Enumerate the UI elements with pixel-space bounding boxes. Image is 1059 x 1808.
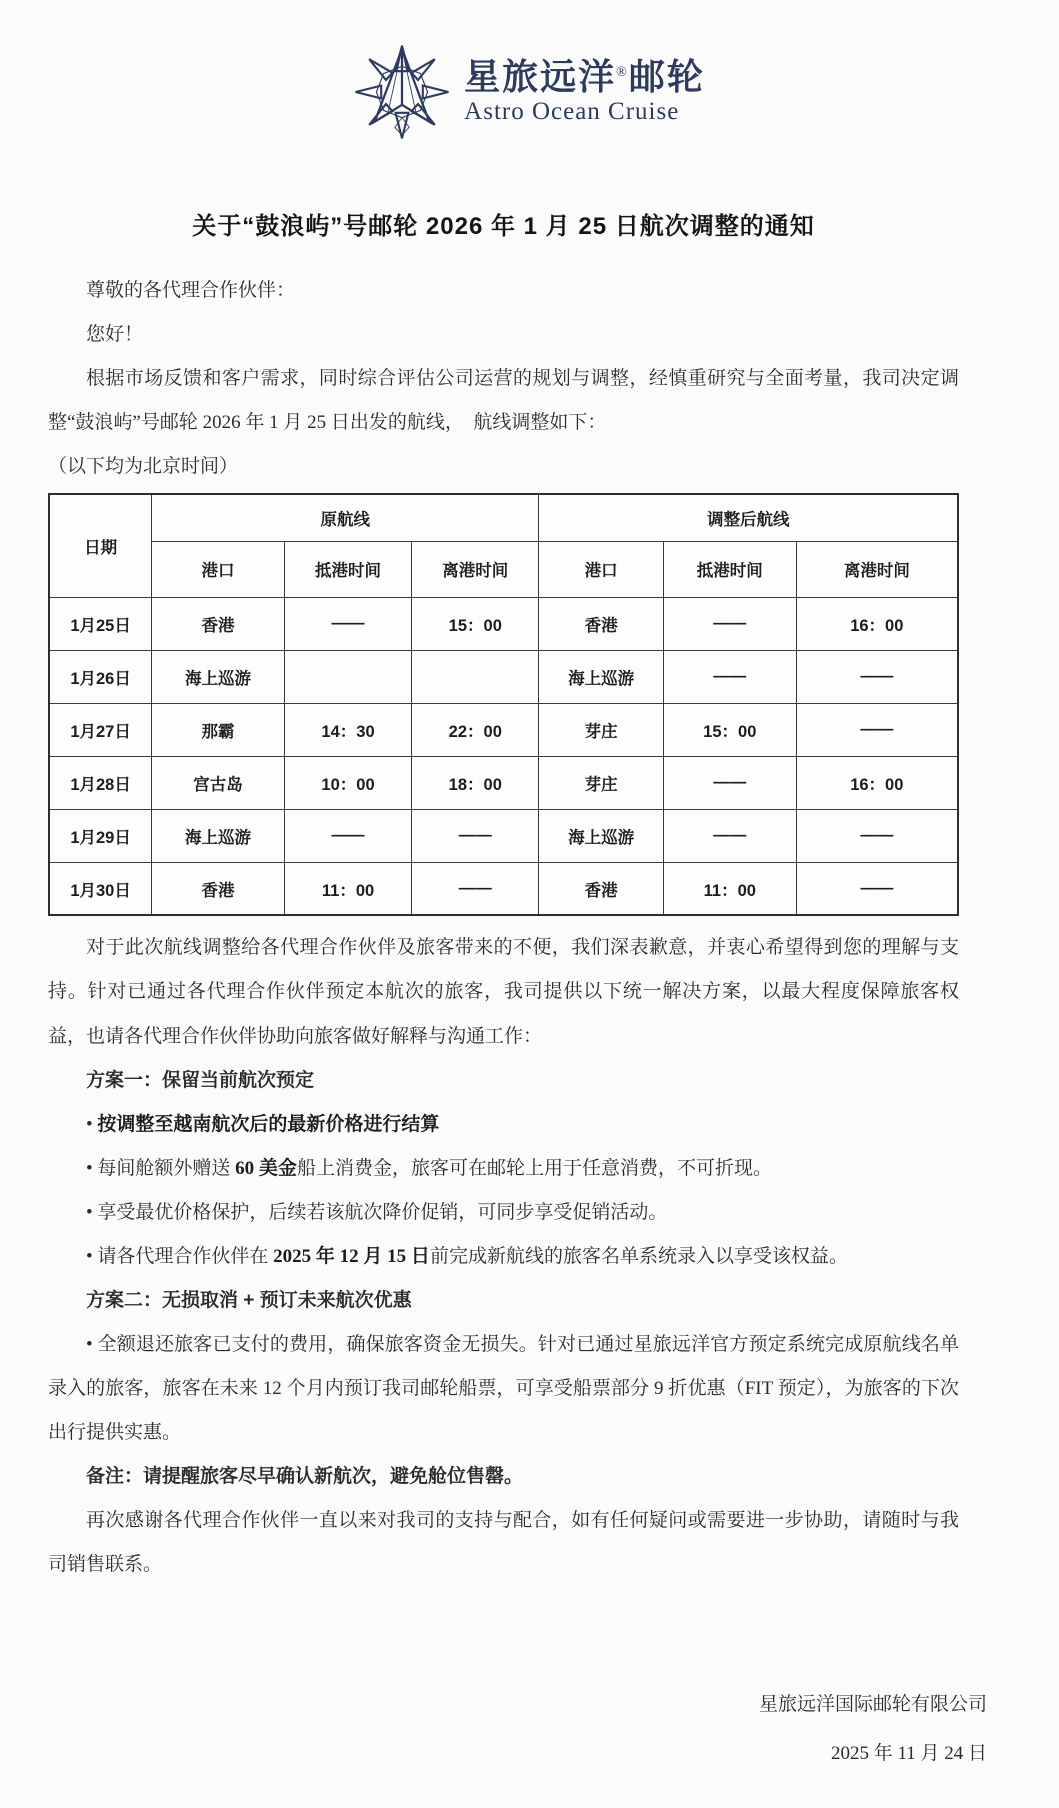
cell-orig-arrival: —— (284, 597, 411, 650)
cell-adj-port: 海上巡游 (539, 650, 664, 703)
cell-date: 1月27日 (49, 703, 152, 756)
table-row (49, 597, 958, 650)
apology-paragraph: 对于此次航线调整给各代理合作伙伴及旅客带来的不便，我们深表歉意，并衷心希望得到您的理解与支持。针对已通过各代理合作伙伴预定本航次的旅客，我司提供以下统一解决方案，以最大程度保障旅客权益，也请各代理合作伙伴协助向旅客做好解释与沟通工作： (48, 937, 959, 1047)
signature-company: 星旅远洋国际邮轮有限公司 (758, 1693, 987, 1715)
schedule-table (48, 493, 959, 916)
table-row (49, 650, 958, 703)
bullet-icon: • (86, 1245, 93, 1267)
closing-paragraph: 再次感谢各代理合作伙伴一直以来对我司的支持与配合，如有任何疑问或需要进一步协助，请随时与我司销售联系。 (48, 1510, 959, 1576)
table-row (49, 703, 958, 756)
cell-date: 1月26日 (49, 650, 152, 703)
cell-adj-departure: —— (796, 809, 958, 862)
cell-date: 1月30日 (49, 862, 152, 915)
cell-orig-arrival: 14：30 (284, 703, 411, 756)
cell-adj-port: 海上巡游 (539, 809, 664, 862)
cell-adj-departure: 16：00 (796, 756, 958, 809)
greeting: 您好！ (86, 324, 144, 346)
cell-adj-arrival: —— (663, 650, 796, 703)
table-row (49, 756, 958, 809)
cell-orig-arrival (284, 650, 411, 703)
plan1-bullet-price-protection: • 享受最优价格保护，后续若该航次降价促销，可同步享受促销活动。 (86, 1201, 668, 1223)
bullet-icon: • (86, 1201, 93, 1223)
notice-body (0, 206, 1059, 1588)
bullet-icon: • (86, 1157, 93, 1179)
bullet-icon: • (86, 1113, 93, 1135)
plan1-heading: 方案一：保留当前航次预定 (86, 1069, 315, 1091)
intro-paragraph: 根据市场反馈和客户需求，同时综合评估公司运营的规划与调整，经慎重研究与全面考量，我司决定调整“鼓浪屿”号邮轮 2026 年 1 月 25 日出发的航线， 航线调整如下： (48, 368, 959, 434)
cell-adj-departure: —— (796, 862, 958, 915)
company-logo (0, 40, 1059, 144)
col-header-adj-departure: 离港时间 (796, 541, 958, 597)
salutation: 尊敬的各代理合作伙伴： (86, 280, 296, 301)
plan1-bullet-onboard-credit: • 每间舱额外赠送 60 美金船上消费金，旅客可在邮轮上用于任意消费，不可折现。 (86, 1157, 772, 1179)
cell-adj-arrival: —— (663, 756, 796, 809)
col-header-date: 日期 (49, 494, 152, 597)
signature-block (0, 1680, 1059, 1779)
cell-adj-departure: —— (796, 650, 958, 703)
registered-trademark-icon: ® (616, 64, 629, 80)
plan1-bullet-deadline: • 请各代理合作伙伴在 2025 年 12 月 15 日前完成新航线的旅客名单系统录入以享受该权益。 (86, 1245, 848, 1267)
cell-orig-port: 海上巡游 (152, 809, 285, 862)
cell-adj-arrival: —— (663, 597, 796, 650)
cell-orig-departure: 18：00 (412, 756, 539, 809)
col-header-orig-departure: 离港时间 (412, 541, 539, 597)
cell-orig-departure: —— (412, 809, 539, 862)
cell-orig-arrival: 11：00 (284, 862, 411, 915)
col-group-adjusted-route: 调整后航线 (539, 494, 958, 541)
cell-orig-port: 那霸 (152, 703, 285, 756)
col-header-adj-arrival: 抵港时间 (663, 541, 796, 597)
cell-date: 1月25日 (49, 597, 152, 650)
cell-orig-arrival: —— (284, 809, 411, 862)
bullet-icon: • (86, 1334, 93, 1356)
col-header-orig-port: 港口 (152, 541, 285, 597)
cell-orig-departure: —— (412, 862, 539, 915)
cell-adj-port: 香港 (539, 597, 664, 650)
cell-adj-port: 香港 (539, 862, 664, 915)
cell-orig-arrival: 10：00 (284, 756, 411, 809)
cell-orig-port: 香港 (152, 862, 285, 915)
plan2-heading: 方案二：无损取消 + 预订未来航次优惠 (86, 1290, 412, 1312)
remark-line: 备注：请提醒旅客尽早确认新航次，避免舱位售罄。 (86, 1466, 524, 1488)
plan2-bullet-refund: • 全额退还旅客已支付的费用，确保旅客资金无损失。针对已通过星旅远洋官方预定系统完成原航线名单录入的旅客，旅客在未来 12 个月内预订我司邮轮船票，可享受船票部分 9 折优惠（FIT 预定），为旅客的下次出行提供实惠。 (48, 1334, 959, 1444)
col-group-original-route: 原航线 (152, 494, 539, 541)
cell-orig-departure (412, 650, 539, 703)
cell-date: 1月29日 (49, 809, 152, 862)
cell-orig-departure: 15：00 (412, 597, 539, 650)
logo-chinese-name: 星旅远洋®邮轮 (464, 56, 705, 97)
timezone-note: （以下均为北京时间） (48, 456, 239, 478)
signature-date: 2025 年 11 月 24 日 (830, 1742, 987, 1764)
cell-adj-departure: —— (796, 703, 958, 756)
cell-orig-port: 香港 (152, 597, 285, 650)
logo-english-name: Astro Ocean Cruise (464, 98, 680, 126)
cell-orig-port: 海上巡游 (152, 650, 285, 703)
page-title: 关于“鼓浪屿”号邮轮 2026 年 1 月 25 日航次调整的通知 (192, 213, 815, 240)
col-header-adj-port: 港口 (539, 541, 664, 597)
star-emblem-icon (354, 44, 450, 140)
cell-adj-arrival: 15：00 (663, 703, 796, 756)
cell-adj-departure: 16：00 (796, 597, 958, 650)
cell-adj-arrival: 11：00 (663, 862, 796, 915)
table-row (49, 862, 958, 915)
logo-wordmark (464, 57, 705, 127)
cell-orig-port: 宫古岛 (152, 756, 285, 809)
cell-adj-port: 芽庄 (539, 756, 664, 809)
cell-date: 1月28日 (49, 756, 152, 809)
cell-orig-departure: 22：00 (412, 703, 539, 756)
table-row (49, 809, 958, 862)
plan1-bullet-settlement: • 按调整至越南航次后的最新价格进行结算 (86, 1113, 440, 1135)
cell-adj-arrival: —— (663, 809, 796, 862)
cell-adj-port: 芽庄 (539, 703, 664, 756)
col-header-orig-arrival: 抵港时间 (284, 541, 411, 597)
